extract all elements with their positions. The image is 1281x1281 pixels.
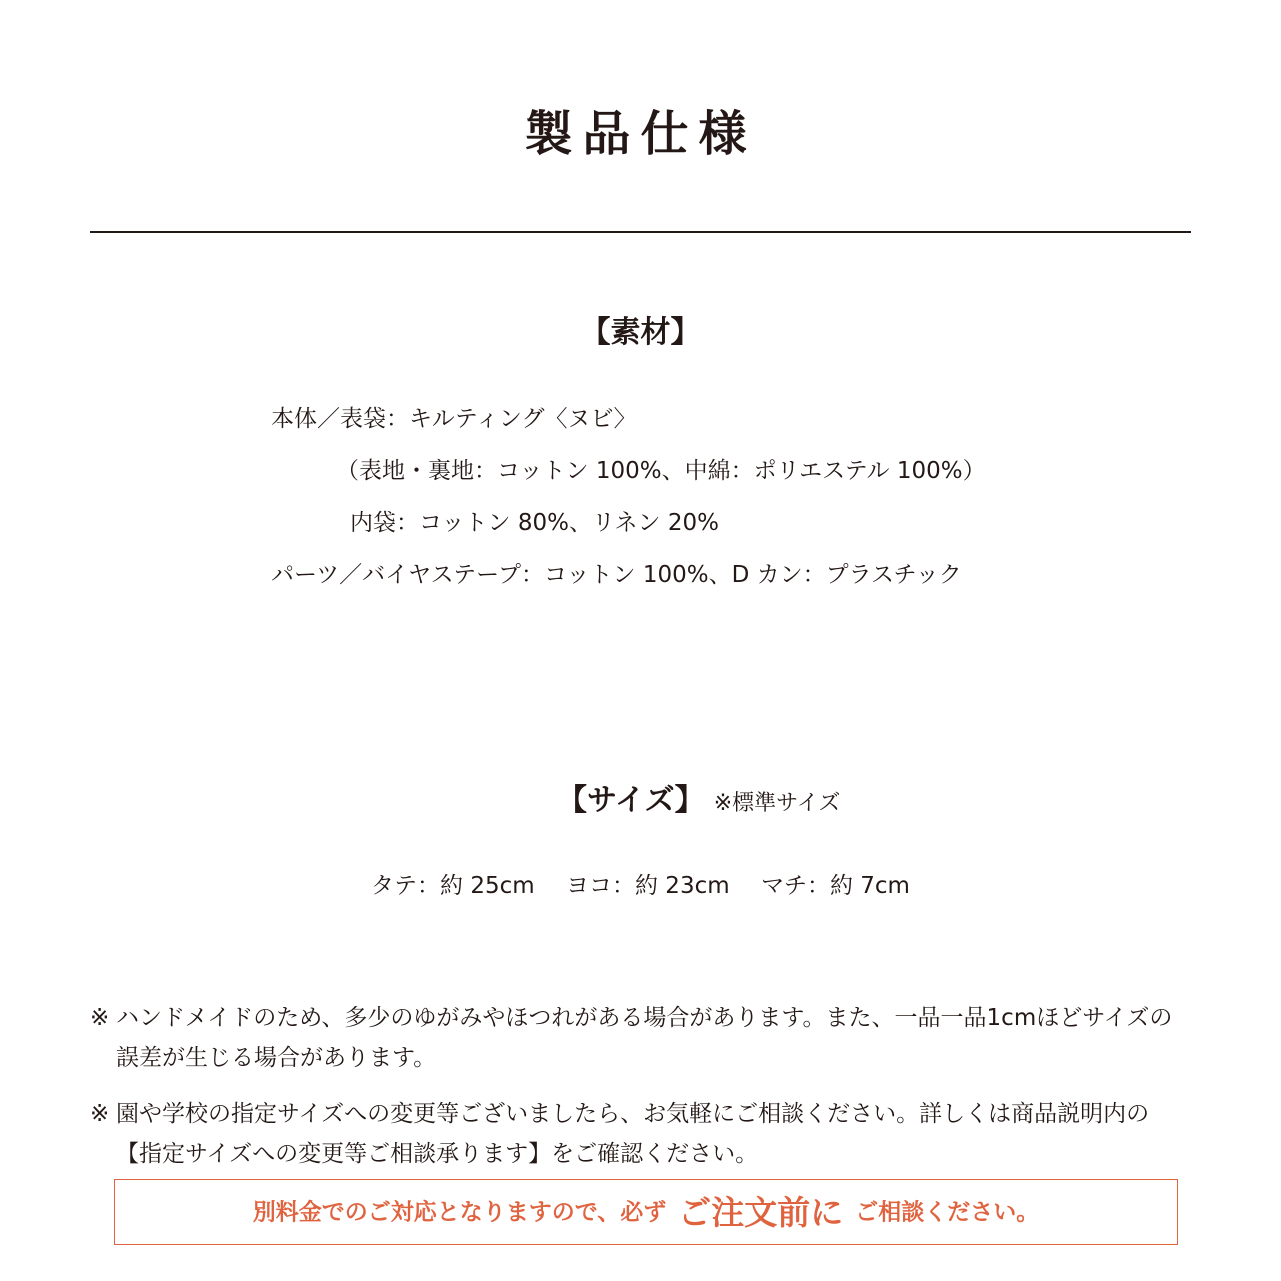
- title-divider: [90, 231, 1191, 233]
- size-note: ※標準サイズ: [713, 791, 841, 816]
- size-heading: 【サイズ】: [557, 783, 705, 818]
- note-text: ハンドメイドのため、多少のゆがみやほつれがある場合があります。また、一品一品1cmほどサイズの誤差が生じる場合があります。: [116, 1005, 1173, 1071]
- custom-size-note: [90, 1094, 1190, 1174]
- size-values: [0, 870, 1281, 902]
- materials-line-lining: 内袋：コットン 80%、リネン 20%: [350, 510, 719, 536]
- size-heading-row: [557, 781, 840, 821]
- handmade-note: [90, 998, 1190, 1078]
- note-text: 園や学校の指定サイズへの変更等ございましたら、お気軽にご相談ください。詳しくは商品説明内の【指定サイズへの変更等ご相談承ります】をご確認ください。: [116, 1101, 1150, 1167]
- page-title: 製品仕様: [524, 106, 757, 162]
- note-mark: ※: [90, 1005, 110, 1031]
- size-width: ヨコ：約 23cm: [566, 873, 730, 899]
- materials-line-fabric: （表地・裏地：コットン 100%、中綿：ポリエステル 100%）: [336, 458, 986, 484]
- consultation-notice-box: [114, 1179, 1178, 1245]
- notice-emphasis: ご注文前に: [678, 1192, 844, 1232]
- materials-heading: 【素材】: [580, 315, 701, 350]
- size-height: タテ：約 25cm: [371, 873, 535, 899]
- notice-text-before: 別料金でのご対応となりますので、必ず: [252, 1199, 667, 1226]
- size-gusset: マチ：約 7cm: [760, 873, 910, 899]
- materials-line-body: 本体／表袋：キルティング〈ヌビ〉: [271, 406, 637, 432]
- notice-text-after: ご相談ください。: [855, 1199, 1040, 1226]
- materials-line-parts: パーツ／バイヤステープ：コットン 100%、D カン：プラスチック: [271, 562, 962, 588]
- note-mark: ※: [90, 1101, 110, 1127]
